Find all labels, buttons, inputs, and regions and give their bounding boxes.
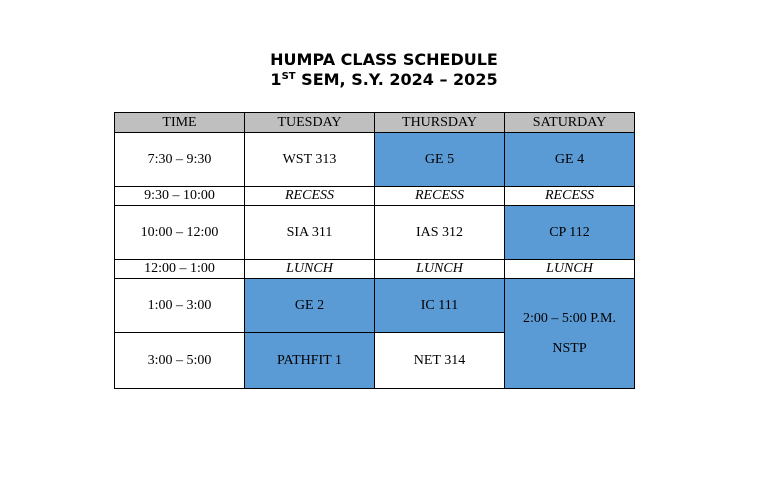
thursday-cell: NET 314 [375,333,505,389]
saturday-cell: CP 112 [505,206,635,260]
saturday-cell: GE 4 [505,133,635,187]
saturday-cell: LUNCH [505,260,635,279]
nstp-subject: NSTP [552,340,587,356]
tuesday-cell: WST 313 [245,133,375,187]
header-thursday: THURSDAY [375,113,505,133]
table-row [115,187,635,206]
school-year: SEM, S.Y. 2024 – 2025 [295,70,498,89]
time-cell: 3:00 – 5:00 [115,333,245,389]
tuesday-cell: LUNCH [245,260,375,279]
time-cell: 10:00 – 12:00 [115,206,245,260]
schedule-title: HUMPA CLASS SCHEDULE [270,50,498,69]
semester-subtitle [0,70,768,89]
time-cell: 7:30 – 9:30 [115,133,245,187]
thursday-cell: IAS 312 [375,206,505,260]
tuesday-cell: GE 2 [245,279,375,333]
time-cell: 12:00 – 1:00 [115,260,245,279]
schedule-table [114,112,635,389]
table-row [115,206,635,260]
nstp-time: 2:00 – 5:00 P.M. [523,310,616,326]
table-row [115,133,635,187]
time-cell: 1:00 – 3:00 [115,279,245,333]
tuesday-cell: RECESS [245,187,375,206]
saturday-nstp-cell [505,279,635,389]
thursday-cell: RECESS [375,187,505,206]
table-row [115,279,635,333]
header-time: TIME [115,113,245,133]
time-cell: 9:30 – 10:00 [115,187,245,206]
thursday-cell: LUNCH [375,260,505,279]
header-saturday: SATURDAY [505,113,635,133]
semester-number: 1 [270,70,282,89]
saturday-cell: RECESS [505,187,635,206]
thursday-cell: GE 5 [375,133,505,187]
table-row [115,260,635,279]
semester-ordinal: ST [281,71,296,82]
tuesday-cell: SIA 311 [245,206,375,260]
tuesday-cell: PATHFIT 1 [245,333,375,389]
thursday-cell: IC 111 [375,279,505,333]
header-row [115,113,635,133]
header-tuesday: TUESDAY [245,113,375,133]
